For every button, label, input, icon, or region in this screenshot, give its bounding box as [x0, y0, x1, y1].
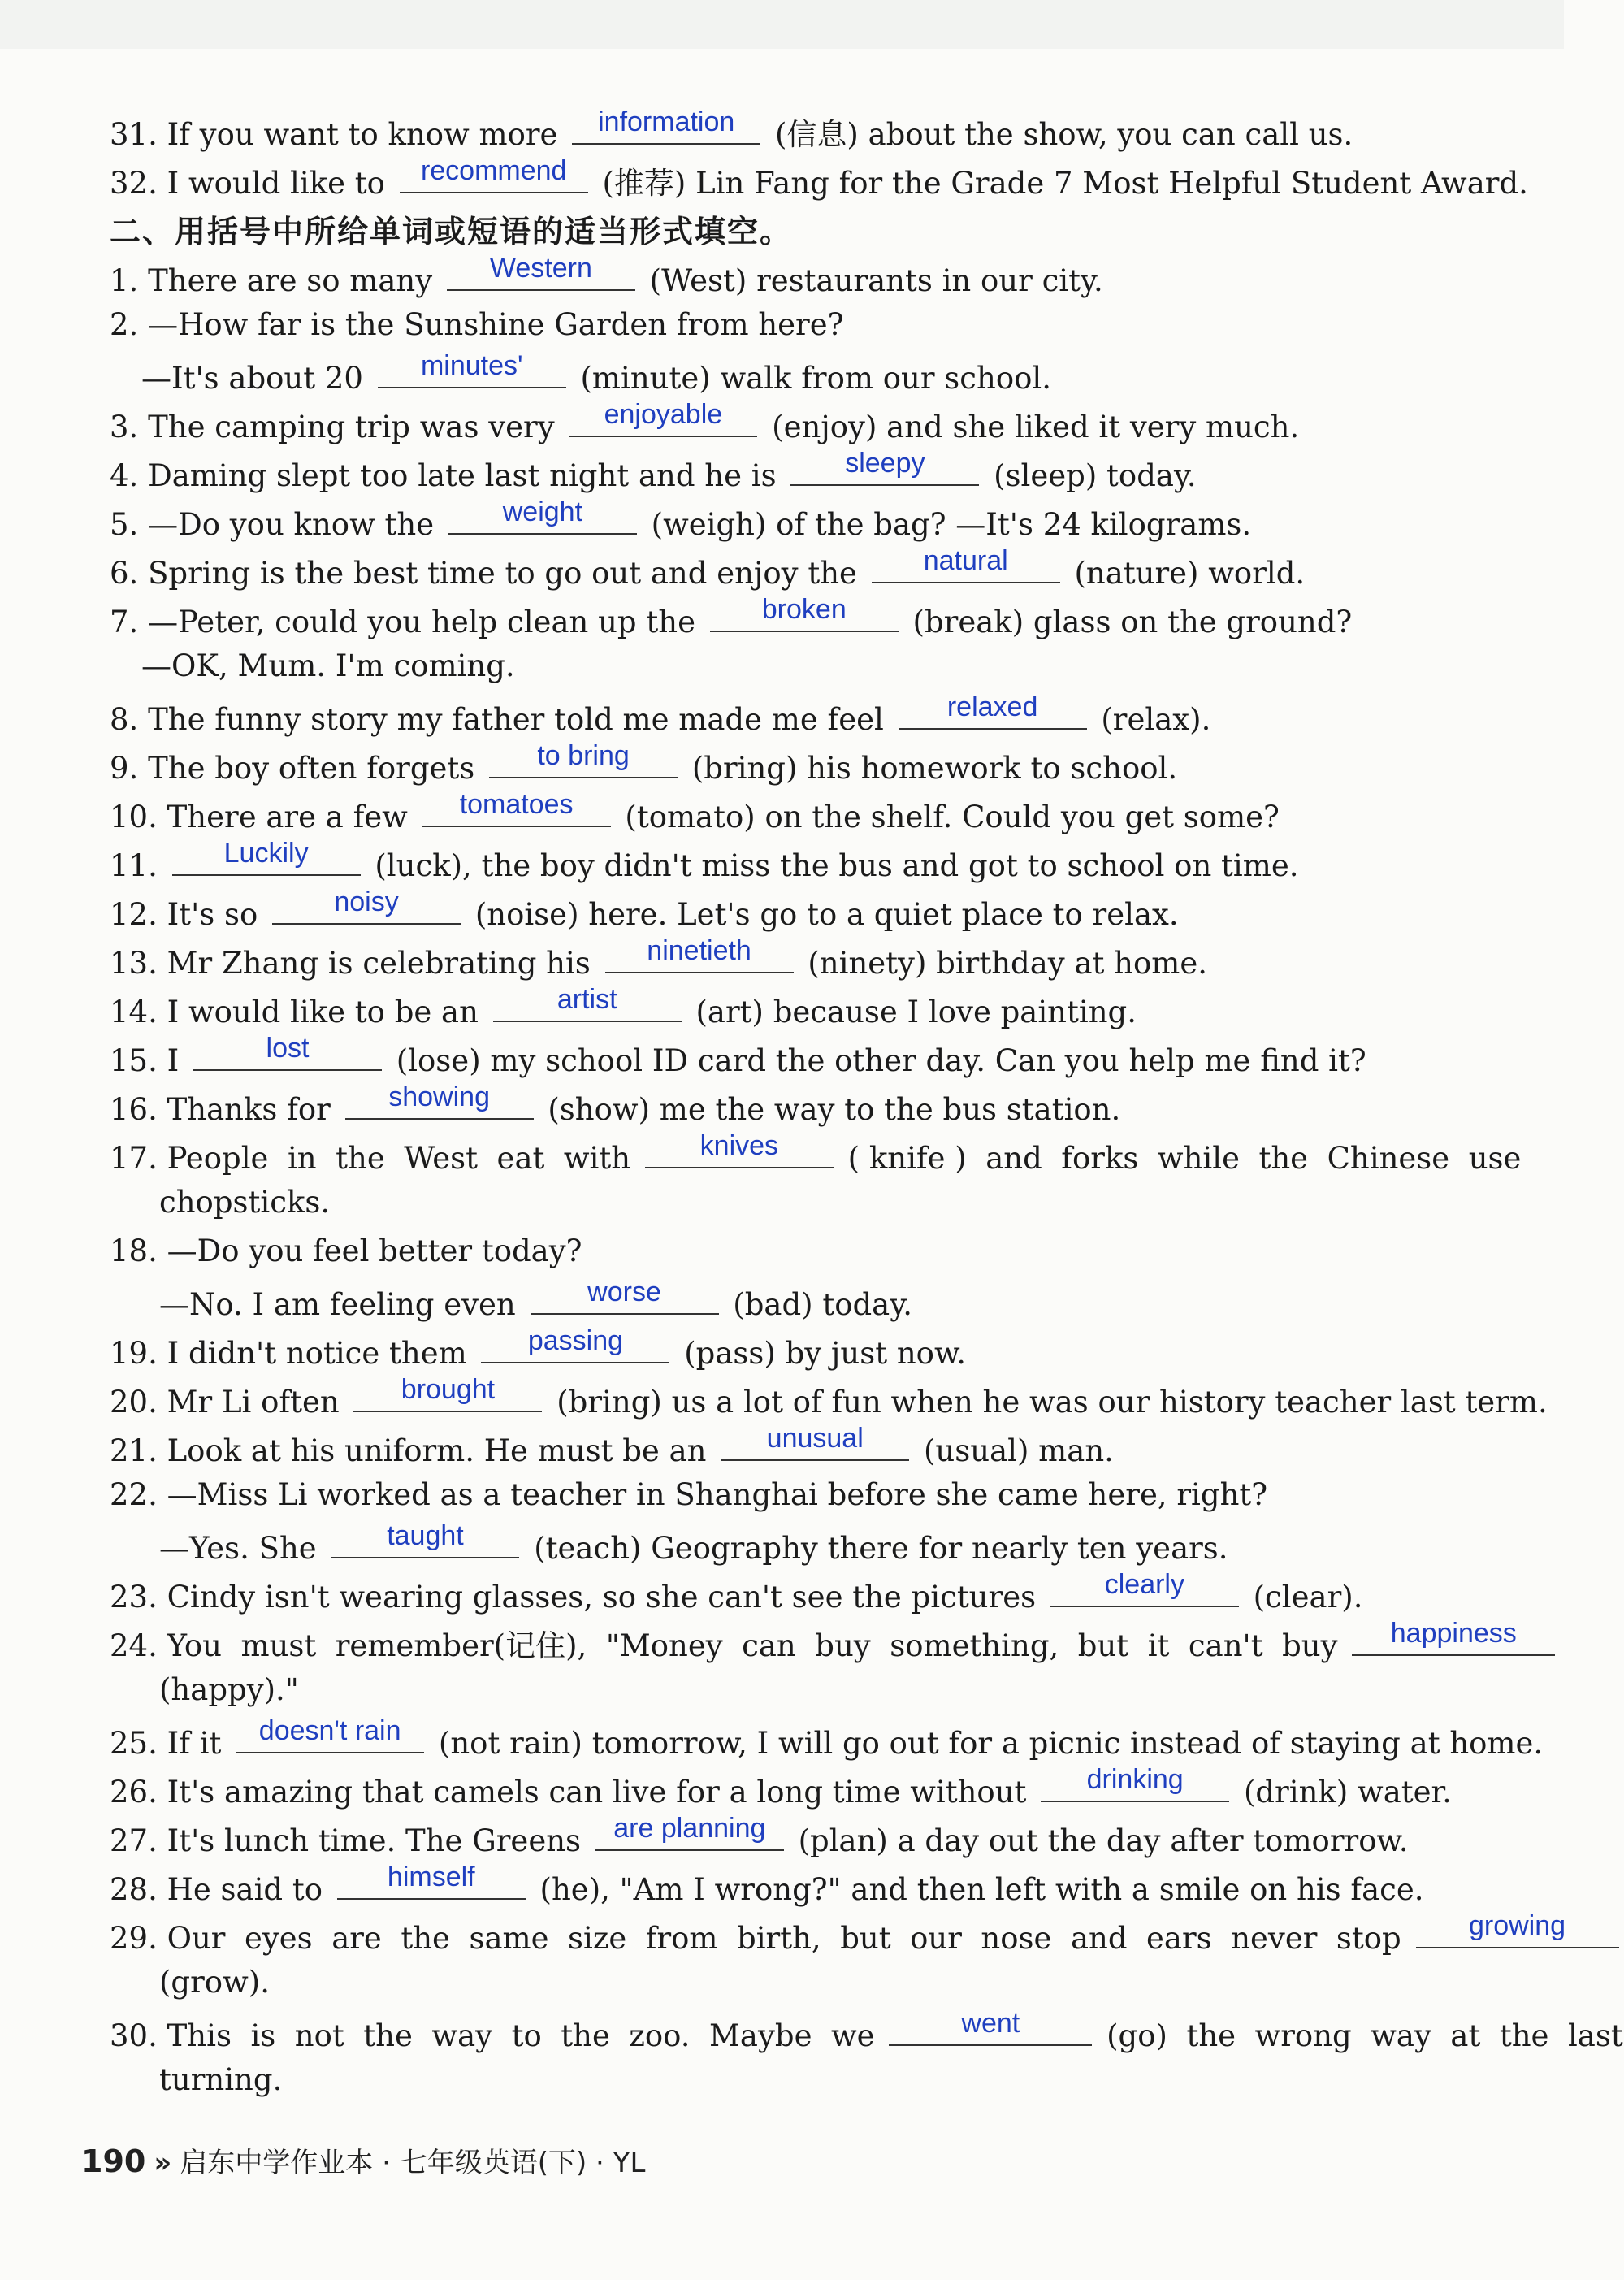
question-text-after: (show) me the way to the bus station. — [548, 1092, 1121, 1127]
question-text-before: The funny story my father told me made me feel — [148, 702, 884, 737]
answer-blank[interactable] — [331, 1519, 519, 1558]
answer-text: passing — [527, 1325, 624, 1356]
question-number: 22. — [110, 1477, 158, 1512]
answer-blank[interactable] — [790, 447, 979, 486]
question-14 — [110, 983, 1450, 1032]
answer-text: natural — [923, 545, 1008, 576]
question-text: chopsticks. — [159, 1185, 331, 1220]
answer-text: broken — [761, 594, 847, 625]
question-15 — [110, 1032, 1450, 1081]
answer-blank[interactable] — [531, 1276, 719, 1315]
question-text-before: Thanks for — [167, 1092, 331, 1127]
question-number: 25. — [110, 1726, 158, 1761]
question-text-before: It's lunch time. The Greens — [167, 1823, 582, 1858]
question-text: —Miss Li worked as a teacher in Shanghai before she came here, right? — [167, 1477, 1268, 1512]
question-number: 11. — [110, 848, 158, 883]
answer-text: went — [961, 2008, 1020, 2039]
answer-text: are planning — [613, 1813, 766, 1844]
question-text-after: (usual) man. — [924, 1433, 1114, 1468]
answer-text: minutes' — [420, 350, 523, 381]
question-number: 5. — [110, 507, 139, 542]
question-text-before: The camping trip was very — [148, 410, 555, 444]
answer-text: information — [598, 106, 735, 137]
question-text: (happy)." — [159, 1672, 299, 1707]
question-24-continuation — [159, 1666, 1500, 1714]
answer-blank[interactable] — [481, 1324, 669, 1363]
question-text-after: (relax). — [1101, 702, 1211, 737]
question-19 — [110, 1324, 1450, 1373]
question-text-after: (minute) walk from our school. — [580, 361, 1051, 396]
question-text-before: I would like to be an — [167, 995, 479, 1029]
question-number: 31. — [110, 117, 158, 152]
question-number: 32. — [110, 166, 158, 201]
answer-blank[interactable] — [378, 349, 566, 388]
question-1 — [110, 252, 1450, 301]
question-text-after: (sleep) today. — [994, 458, 1197, 493]
question-30 — [110, 2007, 1623, 2056]
question-text-after: ( knife ) and forks while the Chinese use — [847, 1141, 1522, 1176]
question-text-after: (clear). — [1253, 1580, 1363, 1615]
question-text-before: There are a few — [167, 800, 408, 834]
question-text-before: The boy often forgets — [148, 751, 475, 786]
question-7-reply — [141, 642, 1482, 691]
question-text-after: (go) the wrong way at the last — [1106, 2018, 1623, 2053]
answer-text: doesn't rain — [258, 1715, 401, 1746]
answer-blank[interactable] — [1041, 1763, 1229, 1802]
question-7 — [110, 593, 1450, 642]
question-4 — [110, 447, 1450, 496]
question-26 — [110, 1763, 1450, 1812]
question-2-reply — [141, 349, 1482, 398]
question-number: 19. — [110, 1336, 158, 1371]
question-text-before: He said to — [167, 1872, 323, 1907]
question-text-after: (enjoy) and she liked it very much. — [772, 410, 1300, 444]
question-number: 14. — [110, 995, 158, 1029]
question-17-continuation — [159, 1178, 1500, 1227]
answer-blank[interactable] — [569, 398, 757, 437]
question-text: (grow). — [159, 1965, 270, 2000]
question-22-reply — [159, 1519, 1500, 1568]
answer-text: Western — [489, 253, 592, 284]
question-text-after: (art) because I love painting. — [695, 995, 1137, 1029]
question-text-after: (bring) his homework to school. — [691, 751, 1178, 786]
question-text-before: Daming slept too late last night and he is — [148, 458, 777, 493]
answer-blank[interactable] — [193, 1032, 382, 1071]
question-text-after: (pass) by just now. — [684, 1336, 967, 1371]
answer-blank[interactable] — [595, 1812, 784, 1851]
answer-blank[interactable] — [1050, 1568, 1239, 1607]
answer-text: worse — [587, 1277, 661, 1307]
question-18 — [110, 1227, 1450, 1276]
question-text-after: (bad) today. — [733, 1287, 912, 1322]
question-text-after: (信息) about the show, you can call us. — [774, 117, 1353, 152]
question-number: 3. — [110, 410, 139, 444]
question-number: 2. — [110, 307, 139, 342]
question-13 — [110, 934, 1450, 983]
book-title: 启东中学作业本 · 七年级英语(下) · YL — [180, 2147, 646, 2179]
question-10 — [110, 788, 1450, 837]
question-text: turning. — [159, 2062, 283, 2097]
question-number: 16. — [110, 1092, 158, 1127]
question-21 — [110, 1422, 1450, 1471]
question-25 — [110, 1714, 1544, 1763]
question-9 — [110, 739, 1450, 788]
answer-text: drinking — [1086, 1764, 1184, 1795]
answer-text: showing — [388, 1081, 490, 1112]
answer-text: recommend — [420, 155, 567, 186]
answer-blank[interactable] — [489, 739, 678, 778]
answer-text: relaxed — [946, 691, 1038, 722]
question-17 — [110, 1129, 1522, 1178]
answer-text: taught — [387, 1520, 464, 1551]
question-number: 9. — [110, 751, 139, 786]
page-footer — [81, 2140, 645, 2180]
question-number: 7. — [110, 605, 139, 639]
answer-text: himself — [387, 1862, 475, 1892]
question-text-after: (noise) here. Let's go to a quiet place to relax. — [474, 897, 1179, 932]
question-number: 28. — [110, 1872, 158, 1907]
question-text-before: Mr Zhang is celebrating his — [167, 946, 591, 981]
question-text-before: This is not the way to the zoo. Maybe we — [167, 2018, 875, 2053]
question-11 — [110, 837, 1450, 886]
answer-blank[interactable] — [710, 593, 899, 632]
question-28 — [110, 1861, 1450, 1909]
question-text-after: (he), "Am I wrong?" and then left with a smile on his face. — [539, 1872, 1424, 1907]
question-text-before: —Yes. She — [159, 1531, 317, 1566]
question-number: 26. — [110, 1775, 158, 1810]
answer-blank[interactable] — [1352, 1617, 1555, 1656]
question-number: 21. — [110, 1433, 158, 1468]
answer-text: brought — [401, 1374, 496, 1405]
question-number: 17. — [110, 1141, 158, 1176]
question-text-after: (plan) a day out the day after tomorrow. — [798, 1823, 1409, 1858]
question-number: 30. — [110, 2018, 158, 2053]
answer-blank[interactable] — [448, 496, 637, 535]
question-text-after: (not rain) tomorrow, I will go out for a picnic instead of staying at home. — [438, 1726, 1544, 1761]
question-6 — [110, 544, 1450, 593]
question-text-after: (weigh) of the bag? —It's 24 kilograms. — [651, 507, 1252, 542]
question-24 — [110, 1617, 1517, 1666]
question-16 — [110, 1081, 1450, 1129]
answer-blank[interactable] — [493, 983, 682, 1022]
answer-blank[interactable] — [645, 1129, 834, 1168]
question-text-after: (West) restaurants in our city. — [649, 263, 1103, 298]
question-text: —How far is the Sunshine Garden from here? — [148, 307, 844, 342]
answer-blank[interactable] — [345, 1081, 534, 1120]
top-margin-strip — [0, 0, 1564, 49]
question-text-before: You must remember(记住), "Money can buy something, but it can't buy — [167, 1628, 1338, 1663]
question-5 — [110, 496, 1450, 544]
question-text-before: I — [167, 1043, 180, 1078]
question-2 — [110, 301, 1450, 349]
question-text-after: (tomato) on the shelf. Could you get some? — [625, 800, 1280, 834]
question-number: 12. — [110, 897, 158, 932]
answer-blank[interactable] — [172, 837, 361, 876]
answer-text: noisy — [334, 886, 399, 917]
answer-blank[interactable] — [572, 106, 760, 145]
question-text-before: People in the West eat with — [167, 1141, 631, 1176]
answer-blank[interactable] — [447, 252, 635, 291]
answer-text: sleepy — [845, 448, 925, 479]
question-text-before: There are so many — [148, 263, 433, 298]
question-number: 4. — [110, 458, 139, 493]
answer-blank[interactable] — [1416, 1909, 1619, 1948]
answer-blank[interactable] — [899, 691, 1087, 730]
question-text-before: If it — [167, 1726, 222, 1761]
answer-text: unusual — [766, 1423, 864, 1454]
question-29 — [110, 1909, 1566, 1958]
question-number: 18. — [110, 1233, 158, 1268]
question-text-before: Our eyes are the same size from birth, but our nose and ears never stop — [167, 1921, 1401, 1956]
question-number: 24. — [110, 1628, 158, 1663]
question-text-after: (break) glass on the ground? — [912, 605, 1353, 639]
question-text-before: I didn't notice them — [167, 1336, 467, 1371]
question-number: 1. — [110, 263, 139, 298]
question-text-after: (drink) water. — [1243, 1775, 1452, 1810]
question-20 — [110, 1373, 1548, 1422]
answer-text: to bring — [537, 740, 630, 771]
answer-blank[interactable] — [721, 1422, 909, 1461]
question-23 — [110, 1568, 1450, 1617]
question-12 — [110, 886, 1450, 934]
question-number: 23. — [110, 1580, 158, 1615]
question-text-after: (bring) us a lot of fun when he was our history teacher last term. — [556, 1385, 1548, 1420]
question-text-before: Spring is the best time to go out and enjoy the — [148, 556, 857, 591]
question-number: 27. — [110, 1823, 158, 1858]
question-text-after: (teach) Geography there for nearly ten years. — [534, 1531, 1228, 1566]
question-text-before: —No. I am feeling even — [159, 1287, 516, 1322]
answer-text: tomatoes — [459, 789, 574, 820]
answer-blank[interactable] — [236, 1714, 424, 1753]
answer-text: ninetieth — [647, 935, 751, 966]
question-text-before: It's so — [167, 897, 258, 932]
question-number: 6. — [110, 556, 139, 591]
answer-text: Luckily — [223, 838, 309, 869]
answer-text: clearly — [1104, 1569, 1184, 1600]
question-text: —Do you feel better today? — [167, 1233, 582, 1268]
answer-blank[interactable] — [353, 1373, 542, 1412]
question-text-before: Look at his uniform. He must be an — [167, 1433, 707, 1468]
question-30-continuation — [159, 2056, 1500, 2104]
question-text-after: (lose) my school ID card the other day. Can you help me find it? — [396, 1043, 1366, 1078]
answer-text: artist — [556, 984, 617, 1015]
answer-blank[interactable] — [337, 1861, 526, 1900]
question-text-after: (nature) world. — [1074, 556, 1306, 591]
question-22 — [110, 1471, 1450, 1519]
question-text-before: —It's about 20 — [141, 361, 363, 396]
question-text-before: If you want to know more — [167, 117, 558, 152]
question-text-after: (推荐) Lin Fang for the Grade 7 Most Helpful Student Award. — [602, 166, 1528, 201]
answer-blank[interactable] — [872, 544, 1060, 583]
question-text-before: —Do you know the — [148, 507, 435, 542]
answer-text: lost — [266, 1033, 310, 1064]
question-8 — [110, 691, 1450, 739]
answer-blank[interactable] — [605, 934, 794, 973]
question-text: —OK, Mum. I'm coming. — [141, 648, 515, 683]
question-31 — [110, 106, 1450, 154]
question-text-after: (luck), the boy didn't miss the bus and got to school on time. — [375, 848, 1299, 883]
question-text-before: Cindy isn't wearing glasses, so she can't see the pictures — [167, 1580, 1037, 1615]
answer-text: knives — [699, 1130, 779, 1161]
answer-text: happiness — [1390, 1618, 1517, 1649]
question-number: 10. — [110, 800, 158, 834]
double-chevron-icon: » — [154, 2147, 172, 2179]
question-text-before: —Peter, could you help clean up the — [148, 605, 695, 639]
answer-text: growing — [1468, 1910, 1566, 1941]
answer-blank[interactable] — [889, 2007, 1092, 2046]
answer-blank[interactable] — [400, 154, 588, 193]
page-number: 190 — [81, 2143, 146, 2179]
question-number: 20. — [110, 1385, 158, 1420]
question-32 — [110, 154, 1528, 203]
answer-blank[interactable] — [422, 788, 611, 827]
answer-blank[interactable] — [272, 886, 461, 925]
question-number: 8. — [110, 702, 139, 737]
answer-text: enjoyable — [604, 399, 723, 430]
question-3 — [110, 398, 1450, 447]
question-27 — [110, 1812, 1450, 1861]
section-heading: 二、用括号中所给单词或短语的适当形式填空。 — [110, 214, 793, 249]
question-number: 29. — [110, 1921, 158, 1956]
answer-text: weight — [502, 496, 583, 527]
question-29-continuation — [159, 1958, 1500, 2007]
question-text-after: (ninety) birthday at home. — [808, 946, 1207, 981]
question-text-before: Mr Li often — [167, 1385, 340, 1420]
question-number: 15. — [110, 1043, 158, 1078]
question-number: 13. — [110, 946, 158, 981]
question-text-before: It's amazing that camels can live for a long time without — [167, 1775, 1027, 1810]
question-18-reply — [159, 1276, 1500, 1324]
question-text-before: I would like to — [167, 166, 385, 201]
